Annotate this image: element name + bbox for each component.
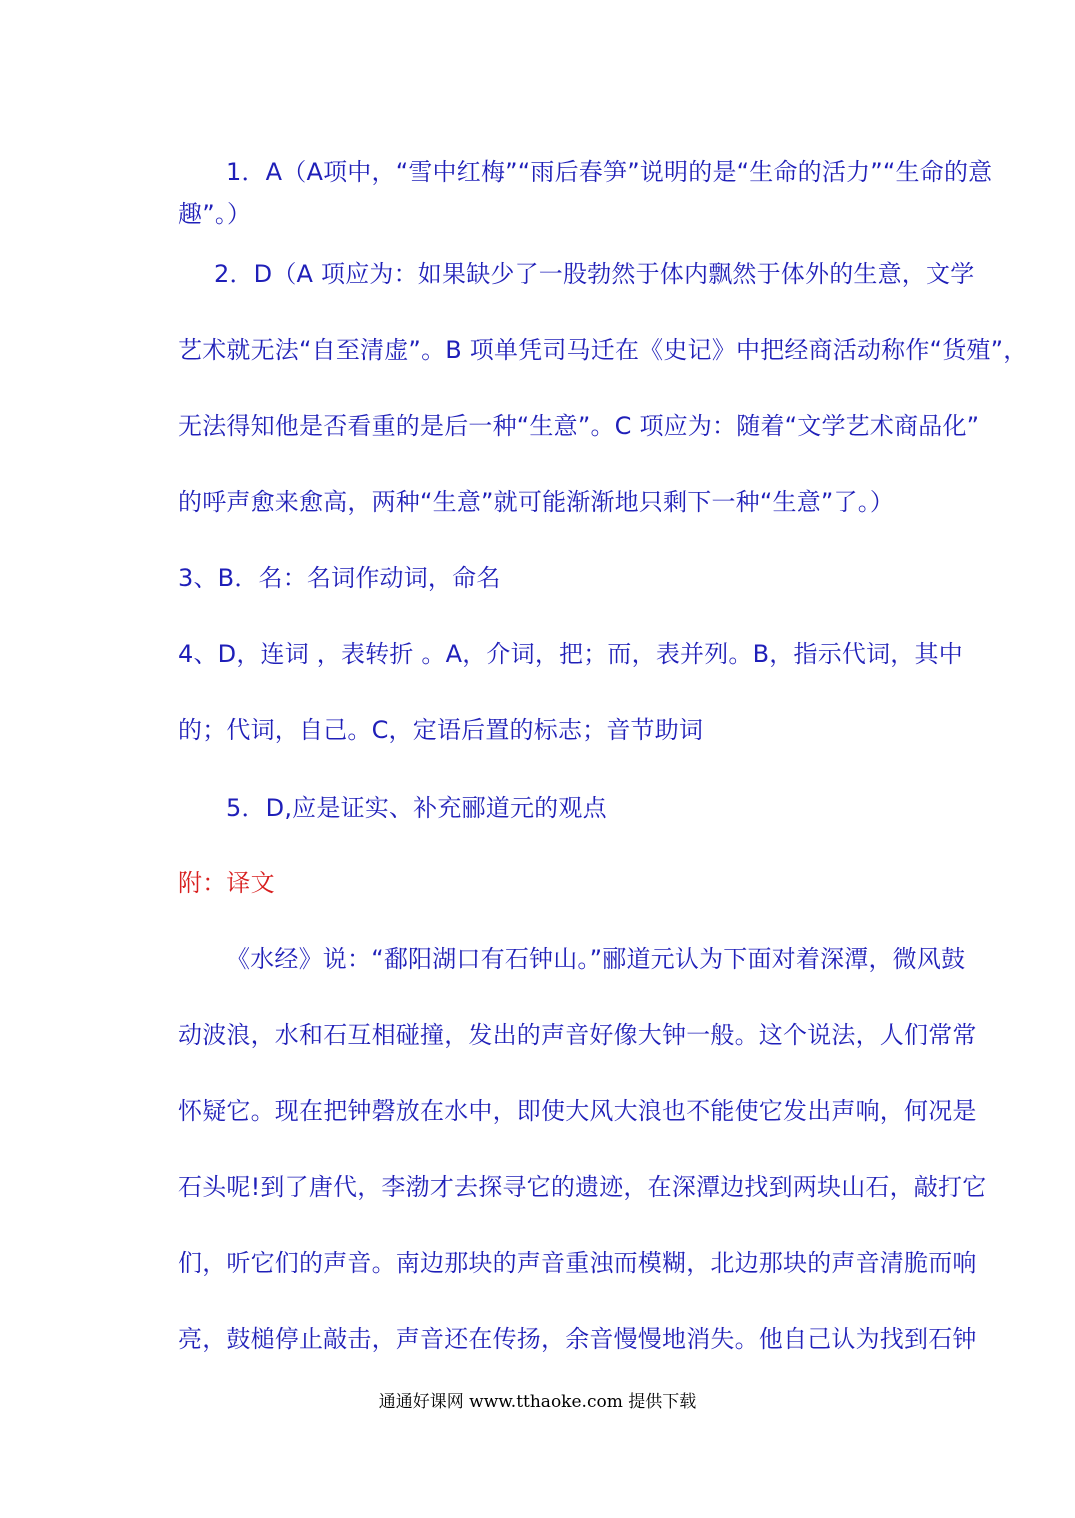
answer-4-line-2: 的；代词，自己。C，定语后置的标志；音节助词 [178, 716, 704, 744]
appendix-heading: 附：译文 [178, 869, 275, 897]
answer-3: 3、B．名：名词作动词，命名 [178, 564, 501, 592]
answer-1-line-1: 1．A（A项中，“雪中红梅”“雨后春笋”说明的是“生命的活力”“生命的意 [226, 158, 993, 186]
translation-line-5: 们，听它们的声音。南边那块的声音重浊而模糊，北边那块的声音清脆而响 [178, 1249, 977, 1277]
answer-5: 5．D,应是证实、补充郦道元的观点 [226, 794, 607, 822]
page-footer: 通通好课网 www.tthaoke.com 提供下载 [378, 1392, 697, 1412]
answer-1-line-2: 趣”。） [178, 200, 252, 228]
translation-line-2: 动波浪，水和石互相碰撞，发出的声音好像大钟一般。这个说法，人们常常 [178, 1021, 977, 1049]
answer-4-line-1: 4、D，连词 ，表转折 。A，介词，把；而，表并列。B，指示代词，其中 [178, 640, 963, 668]
translation-line-1: 《水经》说：“鄱阳湖口有石钟山。”郦道元认为下面对着深潭，微风鼓 [226, 945, 966, 973]
answer-2-line-3: 无法得知他是否看重的是后一种“生意”。C 项应为：随着“文学艺术商品化” [178, 412, 980, 440]
answer-2-line-4: 的呼声愈来愈高，两种“生意”就可能渐渐地只剩下一种“生意”了。） [178, 488, 895, 516]
translation-line-6: 亮，鼓槌停止敲击，声音还在传扬，余音慢慢地消失。他自己认为找到石钟 [178, 1325, 977, 1353]
translation-line-3: 怀疑它。现在把钟磬放在水中，即使大风大浪也不能使它发出声响，何况是 [178, 1097, 977, 1125]
translation-line-4: 石头呢!到了唐代，李渤才去探寻它的遗迹，在深潭边找到两块山石，敲打它 [178, 1173, 987, 1201]
answer-2-line-1: 2．D（A 项应为：如果缺少了一股勃然于体内飘然于体外的生意，文学 [214, 260, 975, 288]
answer-2-line-2: 艺术就无法“自至清虚”。B 项单凭司马迁在《史记》中把经商活动称作“货殖”， [178, 336, 1028, 364]
